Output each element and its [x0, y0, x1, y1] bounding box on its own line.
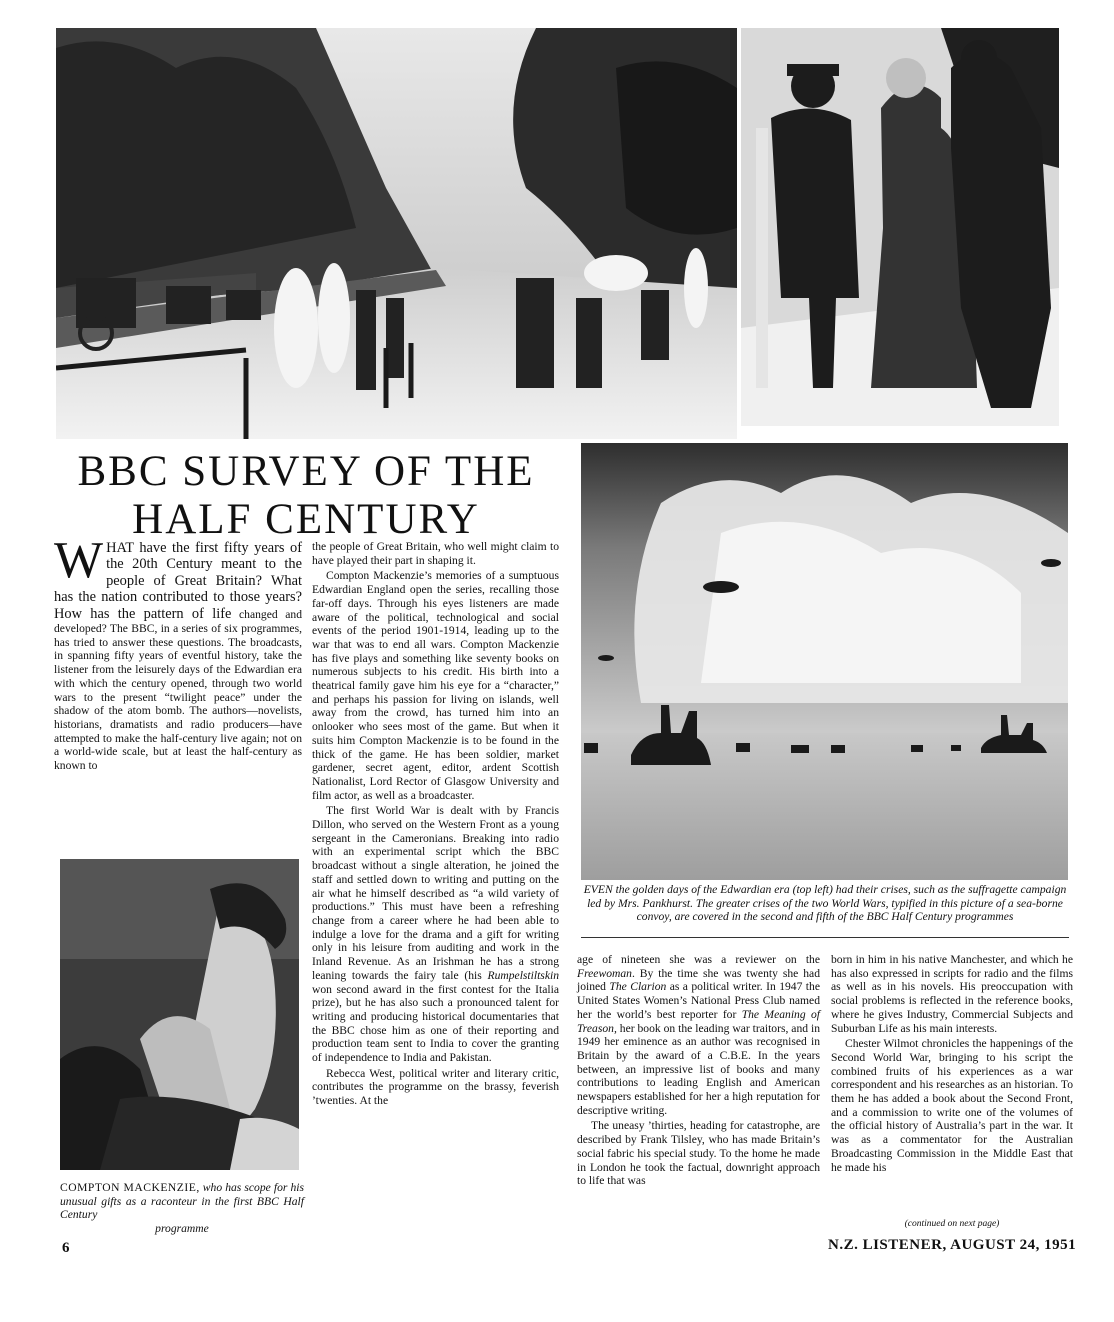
page-number: 6 [62, 1240, 70, 1256]
lead-paragraph [54, 532, 302, 773]
caption-portrait-last: programme [155, 1222, 209, 1236]
headline [54, 448, 558, 544]
caption-rule [581, 937, 1069, 938]
col3-paragraph-1 [577, 953, 820, 1117]
caption-portrait-text: who has scope for his unusual gifts as a raconteur in the first BBC Half Century [60, 1181, 305, 1222]
col4-paragraph-1: born in him in his native Manchester, and which he has also expressed in scripts for radio and the films as well as in his novels. His preoccupation with social problems is reflected in the reference books, where he gives Industry, Commercial Subjects and Suburban Life as his main interests. [831, 953, 1073, 1035]
col2-paragraph-3 [312, 804, 559, 1064]
photo-sea-convoy [581, 443, 1068, 880]
col2-p3-text-b: won second award in the first contest for the Italia prize), but he has also such a pronounced talent for writing and producing historical documentaries that the BBC chose him as one of their reporting and production team sent to India to cover the granting of independence to India and Pakistan. [312, 982, 559, 1065]
col2-paragraph-2: Compton Mackenzie’s memories of a sumptuous Edwardian England open the series, recalling those far-off days. Through his eyes listeners are made aware of the political, technological and social events of the period 1901-1914, leading up to the war that was to end all wars. Compton Mackenzie has five plays and something like seventy books on numerous subjects to his credit. His birth into a theatrical family gave him his eye for a “character,” and perhaps his passion for living on islands, well away from the crowd, has turned him into an onlooker who sees most of the game. But when it suits him Compton Mackenzie is to be found in the thick of the game. He has been soldier, market gardener, secret agent, editor, ardent Scottish Nationalist, Lord Rector of Glasgow University and film actor, as well as a broadcaster. [312, 569, 559, 802]
col2-paragraph-1: the people of Great Britain, who well might claim to have played their part in shaping it. [312, 540, 559, 567]
col4-paragraph-2: Chester Wilmot chronicles the happenings of the Second World War, bringing to his script the combined fruits of his experiences as a war correspondent and his researches as an historian. To them he has added a book about the Second Front, and a commission to write one of the volumes of the official history of Australia’s part in the war. It was as a commentator for the Australian Broadcasting Commission in the Middle East that he made his [831, 1037, 1073, 1174]
title-freewoman: Freewoman [577, 966, 632, 980]
caption-portrait-name: COMPTON MACKENZIE, [60, 1181, 200, 1194]
caption-portrait [60, 1181, 304, 1236]
lead-large-text: HAT have the first fifty years of the 20th Century meant to the people of Great Britain? What has the nation contributed to those years? How has the pattern of life [54, 540, 302, 622]
headline-line-2: HALF CENTURY [132, 496, 480, 543]
title-clarion: The Clarion [609, 980, 667, 994]
continued-note: (continued on next page) [904, 1219, 1000, 1229]
masthead-date: N.Z. LISTENER, AUGUST 24, 1951 [828, 1237, 1077, 1253]
article-column-3 [577, 953, 820, 1188]
col2-p3-text-a: The first World War is dealt with by Francis Dillon, who served on the Western Front as a young sergeant in the Cameronians. Breaking into radio with an experimental script which the BBC broadcast without a single alteration, he joined the staff and settled down to writing and putting on the air what he himself described as “a wild variety of productions.” This must have been a refreshing change from a career where he had been able to indulge a love for the drama and a gift for writing only in his leisure from auditing and work in the Inland Revenue. As an Irishman he has a strong leaning towards the fairy tale (his [312, 804, 559, 982]
drop-cap: W [54, 532, 104, 589]
title-rumpelstiltskin: Rumpelstiltskin [487, 968, 559, 982]
col3-p1-text-a: age of nineteen she was a reviewer on the [577, 953, 820, 966]
col3-p1-text-b: . By the time she was twenty she had joined [577, 966, 820, 994]
photo-edwardian-park [56, 28, 737, 439]
article-column-4 [831, 953, 1073, 1174]
photo-suffragette-arrest [741, 28, 1059, 426]
headline-line-1: BBC SURVEY OF THE [77, 448, 535, 495]
caption-convoy: EVEN the golden days of the Edwardian era (top left) had their crises, such as the suffragette campaign led by Mrs. Pankhurst. The greater crises of the two World Wars, typified in this picture of a sea-borne convoy, are covered in the second and fifth of the BBC Half Century programmes [583, 883, 1067, 924]
col2-paragraph-4: Rebecca West, political writer and literary critic, contributes the programme on the brassy, feverish ’twenties. At the [312, 1066, 559, 1108]
col3-paragraph-2: The uneasy ’thirties, heading for catastrophe, are described by Frank Tilsley, who has made Britain’s social fabric his special study. To the home he made in London he took the factual, downright approach to life that was [577, 1119, 820, 1188]
lead-rest-text: changed and developed? The BBC, in a series of six programmes, has tried to answer these questions. The broadcasts, in spanning fifty years of eventful history, take the listener from the leisurely days of the Edwardian era with which the century opened, through two world wars to the present “twilight peace” under the shadow of the atom bomb. The authors—novelists, historians, dramatists and radio producers—have attempted to make the half-century live again; not on a world-wide scale, but at least the half-century as known to [54, 607, 302, 773]
photo-compton-mackenzie [60, 859, 299, 1170]
article-column-2 [312, 540, 559, 1108]
col3-p1-text-c: as a political writer. In 1947 the United States Women’s National Press Club named her the world’s best reporter for [577, 980, 820, 1021]
article-column-1 [54, 532, 302, 773]
title-meaning-of-treason: The Meaning of Treason, [577, 1007, 820, 1035]
col3-p1-text-d: her book on the leading war traitors, and in 1949 her eminence as an author was recognised in Britain by the award of a C.B.E. In the years between, an impressive list of books and many contributions to leading English and American newspapers established for her a high reputation for descriptive writing. [577, 1021, 820, 1117]
